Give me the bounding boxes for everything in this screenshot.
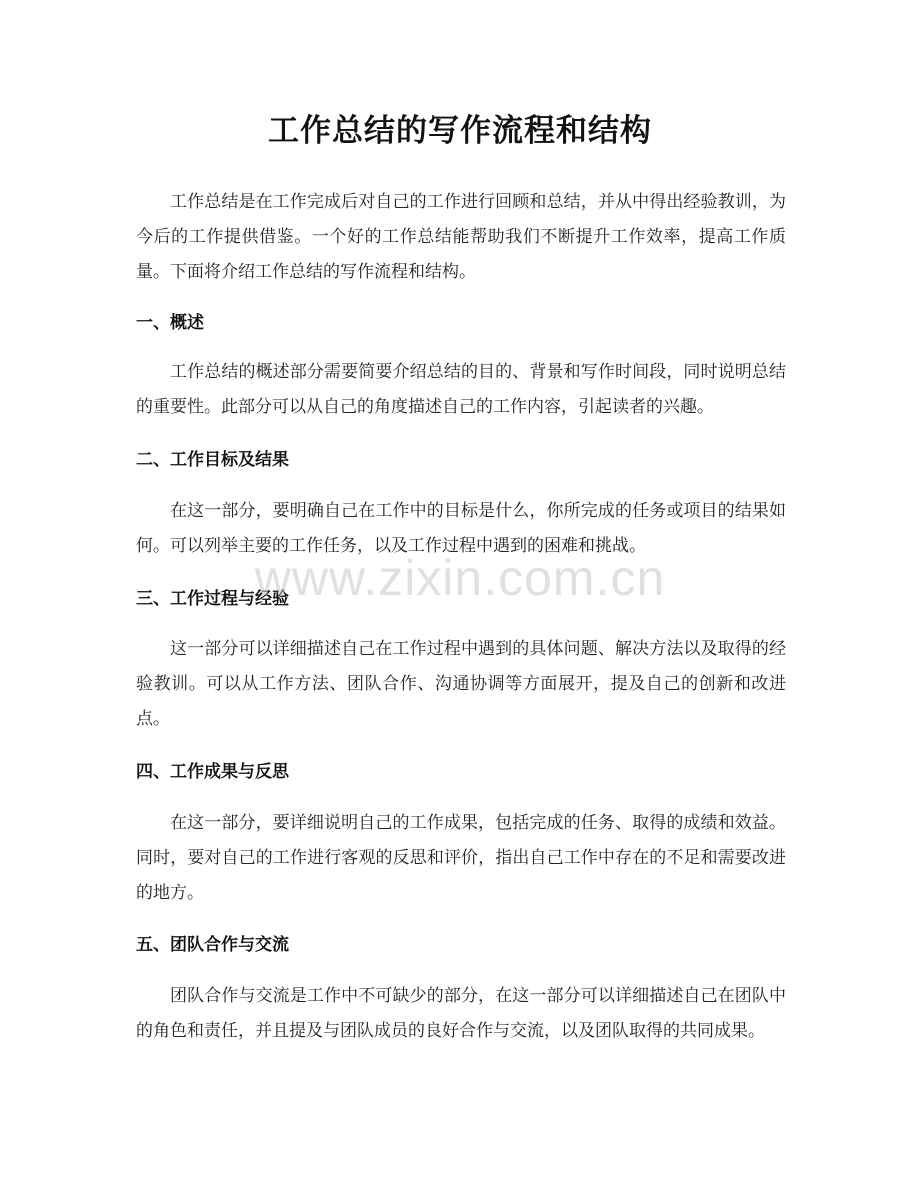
- section-heading-teamwork: 五、团队合作与交流: [136, 935, 289, 955]
- section-body-teamwork: 团队合作与交流是工作中不可缺少的部分，在这一部分可以详细描述自己在团队中的角色和责任，并且提及与团队成员的良好合作与交流，以及团队取得的共同成果。: [136, 986, 786, 1041]
- section-body-process: 这一部分可以详细描述自己在工作过程中遇到的具体问题、解决方法以及取得的经验教训。可以从工作方法、团队合作、沟通协调等方面展开，提及自己的创新和改进点。: [136, 639, 786, 729]
- watermark-text: www.zixin.com.cn: [254, 550, 666, 606]
- section-body-goals: 在这一部分，要明确自己在工作中的目标是什么，你所完成的任务或项目的结果如何。可以列举主要的工作任务，以及工作过程中遇到的困难和挑战。: [136, 501, 786, 556]
- section-body-overview: 工作总结的概述部分需要简要介绍总结的目的、背景和写作时间段，同时说明总结的重要性。此部分可以从自己的角度描述自己的工作内容，引起读者的兴趣。: [136, 362, 786, 417]
- section-heading-process: 三、工作过程与经验: [136, 589, 289, 609]
- section-heading-goals: 二、工作目标及结果: [136, 450, 289, 470]
- document-title: 工作总结的写作流程和结构: [268, 113, 652, 149]
- section-body-results: 在这一部分，要详细说明自己的工作成果，包括完成的任务、取得的成绩和效益。同时，要对自己的工作进行客观的反思和评价，指出自己工作中存在的不足和需要改进的地方。: [136, 813, 786, 903]
- section-heading-overview: 一、概述: [136, 313, 204, 333]
- section-heading-results: 四、工作成果与反思: [136, 762, 289, 782]
- intro-paragraph: 工作总结是在工作完成后对自己的工作进行回顾和总结，并从中得出经验教训，为今后的工作提供借鉴。一个好的工作总结能帮助我们不断提升工作效率，提高工作质量。下面将介绍工作总结的写作流程和结构。: [136, 192, 786, 282]
